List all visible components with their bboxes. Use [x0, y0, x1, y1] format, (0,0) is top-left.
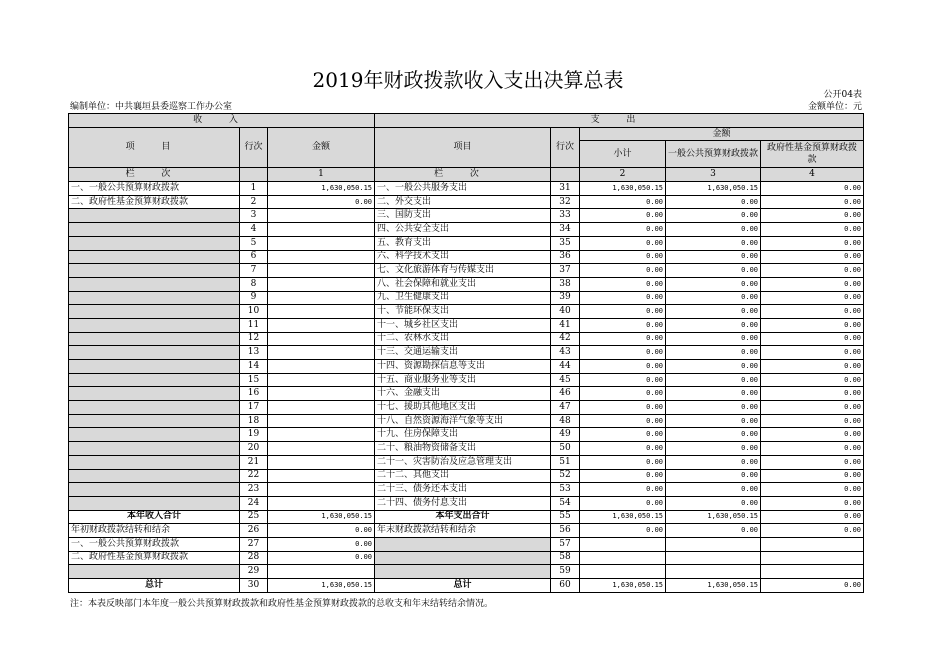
table-row [69, 455, 864, 469]
expense-general: 0.00 [666, 455, 761, 469]
expense-item: 二十三、债务还本支出 [375, 483, 551, 497]
expense-general: 0.00 [666, 236, 761, 250]
income-item [69, 346, 240, 360]
expense-general: 0.00 [666, 318, 761, 332]
expense-general: 0.00 [666, 387, 761, 401]
income-amount [268, 483, 375, 497]
table-row [69, 360, 864, 374]
income-item [69, 236, 240, 250]
expense-row-no: 43 [551, 346, 580, 360]
expense-subtotal: 0.00 [580, 455, 666, 469]
expense-fund: 0.00 [761, 373, 864, 387]
income-item [69, 442, 240, 456]
carryover-row [69, 551, 864, 565]
income-item [69, 318, 240, 332]
carry-income-item: 一、一般公共预算财政拨款 [69, 537, 240, 551]
total-expense-row-no: 55 [551, 510, 580, 524]
subtotal-header: 小计 [580, 141, 666, 168]
income-amount [268, 442, 375, 456]
total-income-row-no: 25 [240, 510, 268, 524]
income-item [69, 264, 240, 278]
expense-fund: 0.00 [761, 182, 864, 196]
col-index-1: 1 [268, 168, 375, 182]
expense-fund: 0.00 [761, 195, 864, 209]
carry-income-amount: 0.00 [268, 524, 375, 538]
expense-row-no: 46 [551, 387, 580, 401]
expense-item: 十七、援助其他地区支出 [375, 401, 551, 415]
expense-general: 0.00 [666, 442, 761, 456]
income-row-no: 11 [240, 318, 268, 332]
expense-row-no: 39 [551, 291, 580, 305]
table-row [69, 387, 864, 401]
expense-general: 0.00 [666, 250, 761, 264]
expense-fund: 0.00 [761, 414, 864, 428]
expense-fund: 0.00 [761, 264, 864, 278]
expense-item: 一、一般公共服务支出 [375, 182, 551, 196]
carry-expense-item [375, 551, 551, 565]
expense-fund: 0.00 [761, 277, 864, 291]
carry-income-amount: 0.00 [268, 551, 375, 565]
expense-fund: 0.00 [761, 360, 864, 374]
expense-fund: 0.00 [761, 387, 864, 401]
carry-income-amount [268, 565, 375, 579]
header-row-1 [69, 127, 864, 141]
total-expense-fund: 0.00 [761, 510, 864, 524]
carry-income-amount: 0.00 [268, 537, 375, 551]
expense-general: 0.00 [666, 277, 761, 291]
expense-item: 五、教育支出 [375, 236, 551, 250]
expense-item-header: 项目 [375, 127, 551, 168]
expense-subtotal: 0.00 [580, 401, 666, 415]
expense-subtotal: 0.00 [580, 236, 666, 250]
expense-subtotal: 0.00 [580, 373, 666, 387]
income-amount [268, 469, 375, 483]
expense-general: 0.00 [666, 496, 761, 510]
expense-item: 二、外交支出 [375, 195, 551, 209]
income-row-no-header: 行次 [240, 127, 268, 168]
expense-item: 八、社会保障和就业支出 [375, 277, 551, 291]
page-title: 2019年财政拨款收入支出决算总表 [312, 68, 624, 92]
expense-header: 支 出 [375, 114, 864, 128]
expense-general: 0.00 [666, 209, 761, 223]
expense-fund: 0.00 [761, 236, 864, 250]
income-amount [268, 236, 375, 250]
expense-subtotal: 0.00 [580, 264, 666, 278]
income-amount [268, 428, 375, 442]
carryover-row [69, 537, 864, 551]
income-row-no: 5 [240, 236, 268, 250]
expense-subtotal: 0.00 [580, 318, 666, 332]
expense-subtotal: 0.00 [580, 305, 666, 319]
carryover-row [69, 565, 864, 579]
income-item-header: 项 目 [69, 127, 240, 168]
table-row [69, 373, 864, 387]
expense-item: 十六、金融支出 [375, 387, 551, 401]
lanci-expense: 栏 次 [375, 168, 551, 182]
expense-row-no: 37 [551, 264, 580, 278]
income-row-no: 7 [240, 264, 268, 278]
expense-general: 0.00 [666, 483, 761, 497]
expense-subtotal: 0.00 [580, 469, 666, 483]
income-item [69, 483, 240, 497]
expense-general: 0.00 [666, 305, 761, 319]
income-item [69, 373, 240, 387]
expense-row-no: 36 [551, 250, 580, 264]
expense-item: 九、卫生健康支出 [375, 291, 551, 305]
col-index-2: 2 [580, 168, 666, 182]
expense-subtotal: 0.00 [580, 291, 666, 305]
expense-fund: 0.00 [761, 223, 864, 237]
expense-row-no: 49 [551, 428, 580, 442]
income-amount [268, 277, 375, 291]
income-item [69, 387, 240, 401]
carry-expense-row-no: 58 [551, 551, 580, 565]
expense-fund: 0.00 [761, 209, 864, 223]
reporting-unit: 编制单位：中共襄垣县委巡察工作办公室 [70, 102, 233, 112]
expense-row-no: 48 [551, 414, 580, 428]
carry-expense-fund [761, 565, 864, 579]
table-row [69, 332, 864, 346]
expense-fund: 0.00 [761, 291, 864, 305]
expense-general: 0.00 [666, 401, 761, 415]
expense-general: 0.00 [666, 264, 761, 278]
income-item [69, 209, 240, 223]
expense-item: 二十四、债务付息支出 [375, 496, 551, 510]
table-row [69, 442, 864, 456]
expense-row-no: 47 [551, 401, 580, 415]
income-item [69, 277, 240, 291]
carry-expense-fund [761, 551, 864, 565]
footnote: 注：本表反映部门本年度一般公共预算财政拨款和政府性基金预算财政拨款的总收支和年末结转结余情况。 [70, 599, 494, 609]
lanci-income: 栏 次 [69, 168, 240, 182]
col-index-blank [551, 168, 580, 182]
grand-total-expense-subtotal: 1,630,050.15 [580, 579, 666, 593]
expense-row-no: 54 [551, 496, 580, 510]
table-row [69, 318, 864, 332]
expense-fund: 0.00 [761, 250, 864, 264]
expense-item: 十三、交通运输支出 [375, 346, 551, 360]
expense-general: 1,630,050.15 [666, 182, 761, 196]
expense-subtotal: 0.00 [580, 414, 666, 428]
expense-row-no: 52 [551, 469, 580, 483]
table-row [69, 195, 864, 209]
table-row [69, 401, 864, 415]
expense-amount-header: 金额 [580, 127, 864, 141]
total-income-label: 本年收入合计 [69, 510, 240, 524]
carryover-row [69, 524, 864, 538]
income-row-no: 24 [240, 496, 268, 510]
table-row [69, 496, 864, 510]
income-amount [268, 496, 375, 510]
income-row-no: 3 [240, 209, 268, 223]
carry-expense-subtotal [580, 537, 666, 551]
income-row-no: 1 [240, 182, 268, 196]
carry-expense-general [666, 551, 761, 565]
expense-subtotal: 0.00 [580, 360, 666, 374]
expense-general: 0.00 [666, 332, 761, 346]
expense-fund: 0.00 [761, 305, 864, 319]
income-row-no: 6 [240, 250, 268, 264]
income-row-no: 16 [240, 387, 268, 401]
income-row-no: 22 [240, 469, 268, 483]
carry-expense-fund: 0.00 [761, 524, 864, 538]
carry-income-row-no: 27 [240, 537, 268, 551]
income-row-no: 21 [240, 455, 268, 469]
expense-row-no: 42 [551, 332, 580, 346]
carry-expense-general [666, 537, 761, 551]
expense-row-no: 32 [551, 195, 580, 209]
expense-fund: 0.00 [761, 332, 864, 346]
income-amount: 1,630,050.15 [268, 182, 375, 196]
income-item [69, 428, 240, 442]
income-item: 二、政府性基金预算财政拨款 [69, 195, 240, 209]
grand-total-expense-general: 1,630,050.15 [666, 579, 761, 593]
income-item [69, 332, 240, 346]
expense-general: 0.00 [666, 346, 761, 360]
expense-subtotal: 0.00 [580, 442, 666, 456]
table-row [69, 414, 864, 428]
expense-subtotal: 0.00 [580, 209, 666, 223]
income-row-no: 10 [240, 305, 268, 319]
income-amount [268, 373, 375, 387]
expense-item: 七、文化旅游体育与传媒支出 [375, 264, 551, 278]
grand-total-expense-row-no: 60 [551, 579, 580, 593]
expense-subtotal: 0.00 [580, 428, 666, 442]
table-row [69, 277, 864, 291]
income-item [69, 401, 240, 415]
income-amount [268, 223, 375, 237]
currency-unit: 金额单位：元 [807, 102, 862, 112]
carry-expense-item [375, 537, 551, 551]
expense-subtotal: 0.00 [580, 332, 666, 346]
expense-subtotal: 0.00 [580, 346, 666, 360]
expense-row-no: 40 [551, 305, 580, 319]
income-amount [268, 318, 375, 332]
income-item [69, 496, 240, 510]
income-amount [268, 305, 375, 319]
carry-expense-subtotal [580, 565, 666, 579]
expense-row-no: 44 [551, 360, 580, 374]
expense-row-no: 41 [551, 318, 580, 332]
income-row-no: 9 [240, 291, 268, 305]
general-budget-header: 一般公共预算财政拨款 [666, 141, 761, 168]
income-item [69, 360, 240, 374]
income-amount [268, 360, 375, 374]
grand-total-expense-fund: 0.00 [761, 579, 864, 593]
col-index-3: 3 [666, 168, 761, 182]
carry-expense-row-no: 56 [551, 524, 580, 538]
expense-item: 三、国防支出 [375, 209, 551, 223]
income-row-no: 15 [240, 373, 268, 387]
expense-row-no: 35 [551, 236, 580, 250]
expense-fund: 0.00 [761, 442, 864, 456]
table-row [69, 250, 864, 264]
expense-fund: 0.00 [761, 455, 864, 469]
income-header: 收 入 [69, 114, 375, 128]
carry-expense-row-no: 57 [551, 537, 580, 551]
col-index-blank [240, 168, 268, 182]
carry-expense-general: 0.00 [666, 524, 761, 538]
expense-row-no: 50 [551, 442, 580, 456]
table-row [69, 469, 864, 483]
income-row-no: 8 [240, 277, 268, 291]
budget-summary-table [68, 113, 864, 593]
table-row [69, 291, 864, 305]
expense-item: 十八、自然资源海洋气象等支出 [375, 414, 551, 428]
expense-fund: 0.00 [761, 469, 864, 483]
income-row-no: 14 [240, 360, 268, 374]
expense-general: 0.00 [666, 360, 761, 374]
expense-item: 十五、商业服务业等支出 [375, 373, 551, 387]
header-row-section [69, 114, 864, 128]
expense-row-no: 34 [551, 223, 580, 237]
grand-total-row [69, 579, 864, 593]
expense-general: 0.00 [666, 469, 761, 483]
col-index-4: 4 [761, 168, 864, 182]
total-row [69, 510, 864, 524]
table-row [69, 209, 864, 223]
table-row [69, 346, 864, 360]
income-item [69, 291, 240, 305]
expense-row-no: 31 [551, 182, 580, 196]
table-row [69, 182, 864, 196]
total-expense-general: 1,630,050.15 [666, 510, 761, 524]
income-row-no: 4 [240, 223, 268, 237]
income-row-no: 17 [240, 401, 268, 415]
expense-fund: 0.00 [761, 428, 864, 442]
expense-fund: 0.00 [761, 318, 864, 332]
expense-row-no: 53 [551, 483, 580, 497]
expense-general: 0.00 [666, 414, 761, 428]
expense-subtotal: 0.00 [580, 195, 666, 209]
expense-item: 二十、粮油物资储备支出 [375, 442, 551, 456]
income-amount [268, 291, 375, 305]
expense-general: 0.00 [666, 428, 761, 442]
table-row [69, 428, 864, 442]
table-row [69, 223, 864, 237]
form-number: 公开04表 [823, 90, 862, 100]
income-row-no: 19 [240, 428, 268, 442]
grand-total-expense-label: 总计 [375, 579, 551, 593]
expense-general: 0.00 [666, 195, 761, 209]
carry-expense-row-no: 59 [551, 565, 580, 579]
grand-total-income-amount: 1,630,050.15 [268, 579, 375, 593]
expense-item: 二十一、灾害防治及应急管理支出 [375, 455, 551, 469]
expense-row-no: 33 [551, 209, 580, 223]
expense-fund: 0.00 [761, 496, 864, 510]
grand-total-income-row-no: 30 [240, 579, 268, 593]
expense-row-no: 45 [551, 373, 580, 387]
expense-subtotal: 0.00 [580, 277, 666, 291]
income-row-no: 12 [240, 332, 268, 346]
expense-row-no: 38 [551, 277, 580, 291]
income-amount [268, 209, 375, 223]
expense-subtotal: 1,630,050.15 [580, 182, 666, 196]
expense-general: 0.00 [666, 291, 761, 305]
carry-income-row-no: 28 [240, 551, 268, 565]
total-income-amount: 1,630,050.15 [268, 510, 375, 524]
income-item [69, 223, 240, 237]
carry-income-row-no: 29 [240, 565, 268, 579]
table-row [69, 483, 864, 497]
income-amount [268, 414, 375, 428]
carry-expense-subtotal [580, 551, 666, 565]
income-row-no: 20 [240, 442, 268, 456]
income-amount [268, 346, 375, 360]
carry-income-item: 年初财政拨款结转和结余 [69, 524, 240, 538]
expense-subtotal: 0.00 [580, 496, 666, 510]
income-item [69, 469, 240, 483]
expense-item: 六、科学技术支出 [375, 250, 551, 264]
income-amount [268, 250, 375, 264]
carry-expense-fund [761, 537, 864, 551]
income-item [69, 250, 240, 264]
grand-total-income-label: 总计 [69, 579, 240, 593]
expense-item: 十一、城乡社区支出 [375, 318, 551, 332]
expense-subtotal: 0.00 [580, 223, 666, 237]
income-row-no: 13 [240, 346, 268, 360]
carry-income-row-no: 26 [240, 524, 268, 538]
income-amount: 0.00 [268, 195, 375, 209]
income-item [69, 455, 240, 469]
expense-fund: 0.00 [761, 483, 864, 497]
expense-item: 十二、农林水支出 [375, 332, 551, 346]
income-amount [268, 264, 375, 278]
expense-fund: 0.00 [761, 401, 864, 415]
expense-item: 二十二、其他支出 [375, 469, 551, 483]
income-item [69, 305, 240, 319]
table-row [69, 236, 864, 250]
expense-subtotal: 0.00 [580, 387, 666, 401]
carry-expense-subtotal: 0.00 [580, 524, 666, 538]
income-row-no: 18 [240, 414, 268, 428]
income-item [69, 414, 240, 428]
table-row [69, 264, 864, 278]
expense-item: 十九、住房保障支出 [375, 428, 551, 442]
expense-row-no-header: 行次 [551, 127, 580, 168]
income-item: 一、一般公共预算财政拨款 [69, 182, 240, 196]
expense-subtotal: 0.00 [580, 483, 666, 497]
income-row-no: 2 [240, 195, 268, 209]
carry-income-item [69, 565, 240, 579]
income-amount [268, 455, 375, 469]
expense-fund: 0.00 [761, 346, 864, 360]
expense-row-no: 51 [551, 455, 580, 469]
income-amount [268, 387, 375, 401]
carry-expense-item [375, 565, 551, 579]
carry-expense-general [666, 565, 761, 579]
carry-expense-item: 年末财政拨款结转和结余 [375, 524, 551, 538]
expense-general: 0.00 [666, 373, 761, 387]
table-row [69, 305, 864, 319]
expense-item: 四、公共安全支出 [375, 223, 551, 237]
income-row-no: 23 [240, 483, 268, 497]
fund-budget-header: 政府性基金预算财政拨款 [761, 141, 864, 168]
total-expense-subtotal: 1,630,050.15 [580, 510, 666, 524]
income-amount [268, 332, 375, 346]
expense-item: 十、节能环保支出 [375, 305, 551, 319]
carry-income-item: 二、政府性基金预算财政拨款 [69, 551, 240, 565]
expense-general: 0.00 [666, 223, 761, 237]
total-expense-label: 本年支出合计 [375, 510, 551, 524]
income-amount-header: 金额 [268, 127, 375, 168]
expense-subtotal: 0.00 [580, 250, 666, 264]
expense-item: 十四、资源勘探信息等支出 [375, 360, 551, 374]
income-amount [268, 401, 375, 415]
column-index-row [69, 168, 864, 182]
